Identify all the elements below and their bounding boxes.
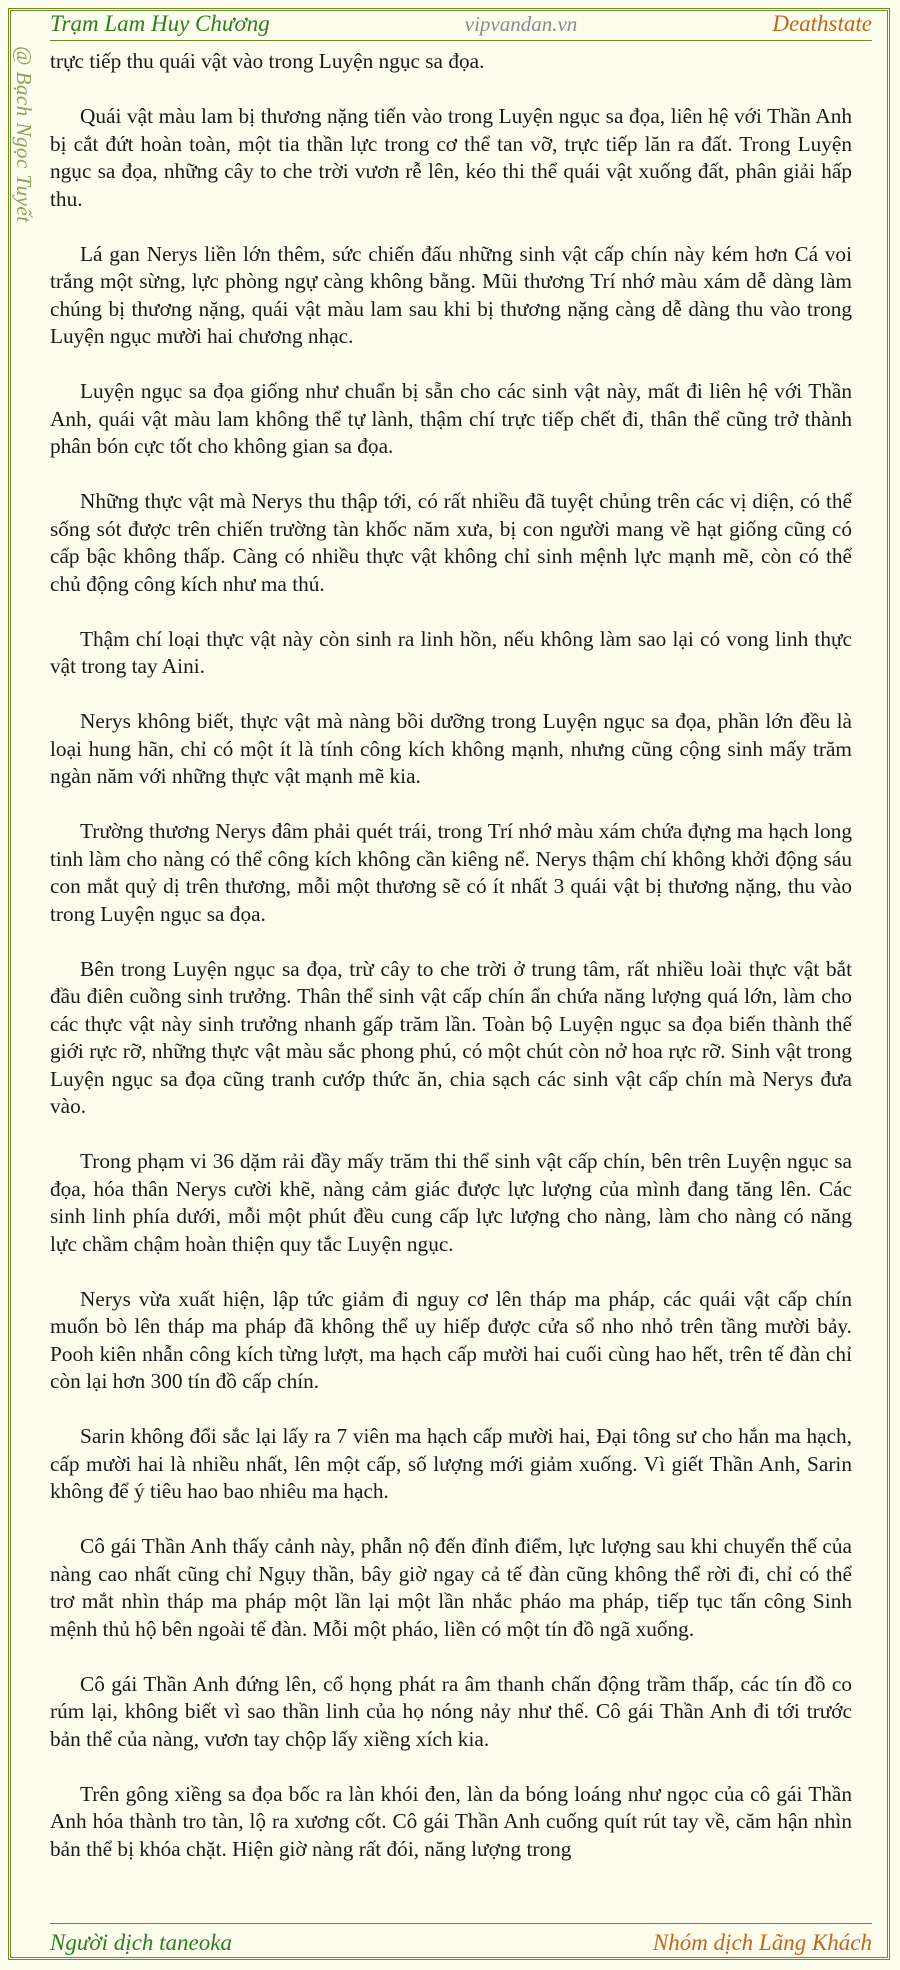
paragraph: Nerys không biết, thực vật mà nàng bồi dưỡng trong Luyện ngục sa đọa, phần lớn đều là loại hung hãn, chỉ có một ít là tính công kích không mạnh, nhưng cũng cộng sinh mấy trăm ngàn năm với những thực vật mạnh mẽ kia. bbox=[50, 709, 852, 788]
side-watermark: @ Bạch Ngọc Tuyết bbox=[12, 46, 36, 223]
paragraph: Bên trong Luyện ngục sa đọa, trừ cây to che trời ở trung tâm, rất nhiều loài thực vật bắt đầu điên cuồng sinh trưởng. Thân thể sinh vật cấp chín ẩn chứa năng lượng quá lớn, làm cho các thực vật này sinh trưởng nhanh gấp trăm lần. Toàn bộ Luyện ngục sa đọa biến thành thế giới rực rỡ, những thực vật màu sắc phong phú, có một chút còn nở hoa rực rỡ. Sinh vật trong Luyện ngục sa đọa cũng tranh cướp thức ăn, chia sạch các sinh vật cấp chín mà Nerys đưa vào. bbox=[50, 956, 852, 1118]
chapter-body bbox=[50, 48, 852, 1891]
paragraph: Lá gan Nerys liền lớn thêm, sức chiến đấu những sinh vật cấp chín này kém hơn Cá voi trắng một sừng, lực phòng ngự càng không bằng. Mũi thương Trí nhớ màu xám dễ dàng làm chúng bị thương nặng, quái vật màu lam sau khi bị thương nặng càng dễ dàng thu vào trong Luyện ngục mười hai chương nhạc. bbox=[50, 241, 852, 348]
paragraph: Nerys vừa xuất hiện, lập tức giảm đi nguy cơ lên tháp ma pháp, các quái vật cấp chín muốn bò lên tháp ma pháp đã không thể uy hiếp được cửa sổ nho nhỏ trên tầng mười bảy. Pooh kiên nhẫn công kích từng lượt, ma hạch cấp mười hai cuối cùng hao hết, trên tế đàn chỉ còn lại hơn 300 tín đồ cấp chín. bbox=[50, 1286, 852, 1393]
paragraph: trực tiếp thu quái vật vào trong Luyện ngục sa đọa. bbox=[50, 49, 485, 73]
paragraph: Trường thương Nerys đâm phải quét trái, trong Trí nhớ màu xám chứa đựng ma hạch long tinh làm cho nàng có thể công kích không cần kiêng nể. Nerys thậm chí không khởi động sáu con mắt quỷ dị trên thương, mỗi một thương sẽ có ít nhất 3 quái vật bị thương nặng, thu vào trong Luyện ngục sa đọa. bbox=[50, 819, 852, 926]
header-site-title: Trạm Lam Huy Chương bbox=[50, 11, 270, 36]
paragraph: Những thực vật mà Nerys thu thập tới, có rất nhiều đã tuyệt chủng trên các vị diện, có thể sống sót được trên chiến trường tàn khốc năm xưa, bị con người mang về hạt giống cũng có cấp bậc không thấp. Càng có nhiều thực vật không chỉ sinh mệnh lực mạnh mẽ, còn có thể chủ động công kích như ma thú. bbox=[50, 489, 852, 596]
paragraph: Sarin không đổi sắc lại lấy ra 7 viên ma hạch cấp mười hai, Đại tông sư cho hắn ma hạch, cấp mười hai là nhiều nhất, lên một cấp, số lượng mới giảm xuống. Vì giết Thần Anh, Sarin không để ý tiêu hao bao nhiêu ma hạch. bbox=[50, 1424, 852, 1503]
paragraph: Cô gái Thần Anh đứng lên, cổ họng phát ra âm thanh chấn động trầm thấp, các tín đồ co rúm lại, không biết vì sao thần linh của họ nóng nảy như thế. Cô gái Thần Anh đi tới trước bản thể của nàng, vươn tay chộp lấy xiềng xích kia. bbox=[50, 1671, 852, 1751]
page-header bbox=[50, 8, 872, 41]
paragraph: Trên gông xiềng sa đọa bốc ra làn khói đen, làn da bóng loáng như ngọc của cô gái Thần Anh hóa thành tro tàn, lộ ra xương cốt. Cô gái Thần Anh cuống quít rút tay về, căm hận nhìn bản thể bị khóa chặt. Hiện giờ nàng rất đói, năng lượng trong bbox=[50, 1781, 852, 1861]
header-story-title: Deathstate bbox=[772, 11, 872, 36]
paragraph: Quái vật màu lam bị thương nặng tiến vào trong Luyện ngục sa đọa, liên hệ với Thần Anh bị cắt đứt hoàn toàn, một tia thần lực trong cơ thể tan vỡ, trực tiếp lăn ra đất. Trong Luyện ngục sa đọa, những cây to che trời vươn rễ lên, kéo thi thể quái vật xuống đất, phân giải hấp thu. bbox=[50, 104, 852, 211]
paragraph: Luyện ngục sa đọa giống như chuẩn bị sẵn cho các sinh vật này, mất đi liên hệ với Thần Anh, quái vật màu lam không thể tự lành, thậm chí trực tiếp chết đi, thân thể cũng trở thành phân bón cực tốt cho không gian sa đọa. bbox=[50, 379, 852, 458]
paragraph: Trong phạm vi 36 dặm rải đầy mấy trăm thi thể sinh vật cấp chín, bên trên Luyện ngục sa đọa, hóa thân Nerys cười khẽ, nàng cảm giác được lực lượng của mình đang tăng lên. Các sinh linh phía dưới, mỗi một phút đều cung cấp lực lượng cho nàng, làm cho nàng có năng lực chầm chậm hoàn thiện quy tắc Luyện ngục. bbox=[50, 1149, 852, 1256]
footer-translator: Người dịch taneoka bbox=[50, 1930, 232, 1955]
footer-group: Nhóm dịch Lãng Khách bbox=[652, 1930, 872, 1955]
page-footer bbox=[50, 1923, 872, 1962]
paragraph: Thậm chí loại thực vật này còn sinh ra linh hồn, nếu không làm sao lại có vong linh thực vật trong tay Aini. bbox=[50, 626, 852, 678]
header-url: vipvandan.vn bbox=[464, 11, 578, 36]
paragraph: Cô gái Thần Anh thấy cảnh này, phẫn nộ đến đỉnh điểm, lực lượng sau khi chuyển thế của nàng cao nhất cũng chỉ Ngụy thần, bây giờ ngay cả tế đàn cũng không thể rời đi, chỉ có thể trơ mắt nhìn tháp ma pháp một lần lại một lần nhắc pháo ma pháp, tiếp tục tấn công Sinh mệnh thủ hộ bên ngoài tế đàn. Mỗi một pháo, liền có một tín đồ ngã xuống. bbox=[50, 1534, 852, 1641]
